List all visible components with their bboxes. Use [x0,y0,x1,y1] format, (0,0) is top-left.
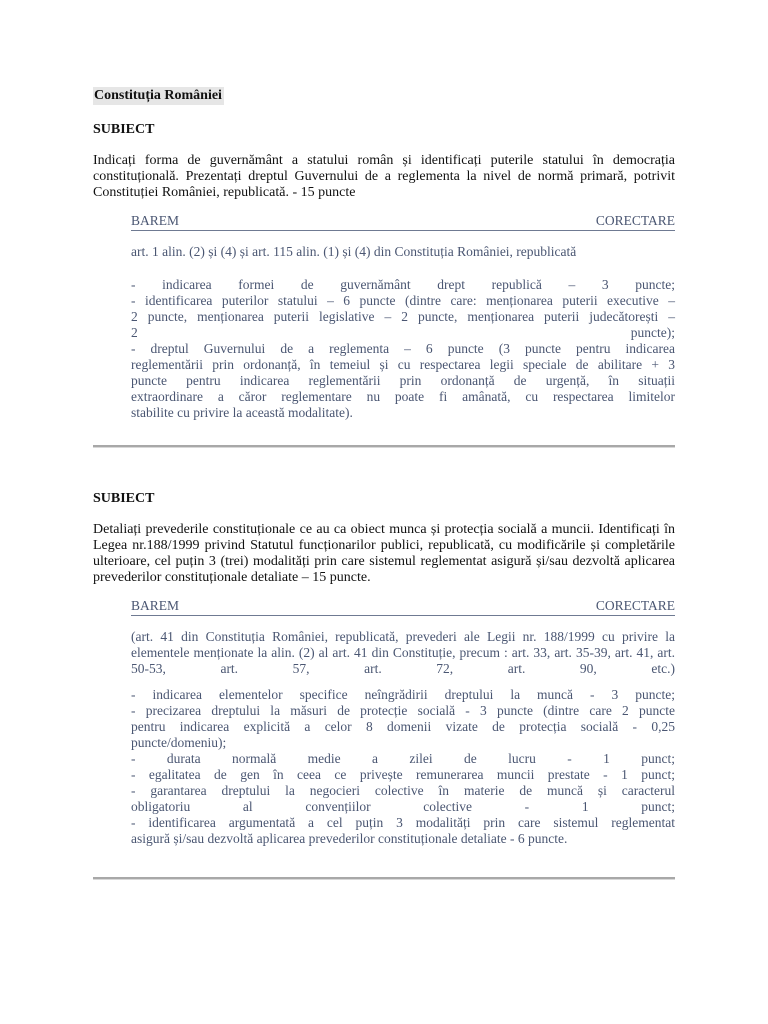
corectare-label: CORECTARE [595,598,675,613]
barem-points [131,687,675,847]
section-divider [93,877,675,880]
barem-header [131,598,675,616]
barem-line: reglementării prin ordonanță, în temeiul și cu respectarea legii speciale de abilitare + 3 [131,357,675,372]
barem-line: obligatoriu al convențiilor colective - 1 punct; [131,799,675,814]
barem-line: - identificarea puterilor statului – 6 puncte (dintre care: menționarea puterii executive – [131,293,675,308]
barem-line: 2 puncte); [131,325,675,340]
barem-line: - indicarea formei de guvernământ drept republică – 3 puncte; [131,277,675,292]
barem-reference: (art. 41 din Constituția României, republicată, prevederi ale Legii nr. 188/1999 cu privire la elementele menționate la alin. (2) al art. 41 din Constituție, precum : art. 33, art. 35-39, art. 41, art. 50-53, art. 57, art. 72, art. 90, etc.) [131,629,675,676]
corectare-label: CORECTARE [595,213,675,228]
barem-label: BAREM [131,598,180,613]
barem-line: - precizarea dreptului la măsuri de protecție socială - 3 puncte (dintre care 2 puncte [131,703,675,718]
barem-line: - indicarea elementelor specifice neîngrădirii dreptului la muncă - 3 puncte; [131,687,675,702]
subiect-prompt: Indicați forma de guvernământ a statului român și identificați puterile statului în democrația constituțională. Prezentați dreptul Guvernului de a reglementa la nivel de normă primară, potrivit Constituției României, republicată. - 15 puncte [93,153,675,200]
barem-line: pentru indicarea explicită a celor 8 domenii vizate de protecția socială - 0,25 [131,719,675,734]
barem-line: - garantarea dreptului la negocieri colective în materie de muncă și caracterul [131,783,675,798]
barem-points [131,277,675,421]
barem-line: puncte pentru indicarea reglementării prin ordonanță de urgență, în situații [131,373,675,388]
subiect-heading: SUBIECT [93,122,155,137]
barem-header [131,213,675,231]
barem-line: 2 puncte, menționarea puterii legislative – 2 puncte, menționarea puterii judecătorești – [131,309,675,324]
barem-line: stabilite cu privire la această modalitate). [131,405,353,420]
barem-line: extraordinare a căror reglementare nu poate fi amânată, cu respectarea limitelor [131,389,675,404]
section-divider [93,445,675,448]
barem-label: BAREM [131,213,180,228]
barem-line: - identificarea argumentată a cel puțin 3 modalități prin care sistemul reglementat [131,815,675,830]
barem-line: - durata normală medie a zilei de lucru - 1 punct; [131,751,675,766]
barem-line: - dreptul Guvernului de a reglementa – 6 puncte (3 puncte pentru indicarea [131,341,675,356]
subiect-heading: SUBIECT [93,491,155,506]
barem-line: - egalitatea de gen în ceea ce privește remunerarea muncii prestate - 1 punct; [131,767,675,782]
document-title: Constituția României [94,88,222,103]
subiect-section-1 [93,121,675,448]
subiect-section-2 [93,490,675,880]
subiect-prompt: Detaliați prevederile constituționale ce au ca obiect munca și protecția socială a muncii. Identificați în Legea nr.188/1999 privind Statutul funcționarilor publici, republicată, cu modificările și completările ulterioare, cel puțin 3 (trei) modalități prin care sistemul reglementat asigură și/sau dezvoltă aplicarea prevederilor constituționale detaliate – 15 puncte. [93,522,675,585]
barem-block [131,213,675,421]
barem-block [131,598,675,847]
barem-line: asigură și/sau dezvoltă aplicarea prevederilor constituționale detaliate - 6 puncte. [131,831,568,846]
barem-reference: art. 1 alin. (2) și (4) și art. 115 alin. (1) și (4) din Constituția României, republicată [131,244,577,259]
barem-line: puncte/domeniu); [131,735,227,750]
